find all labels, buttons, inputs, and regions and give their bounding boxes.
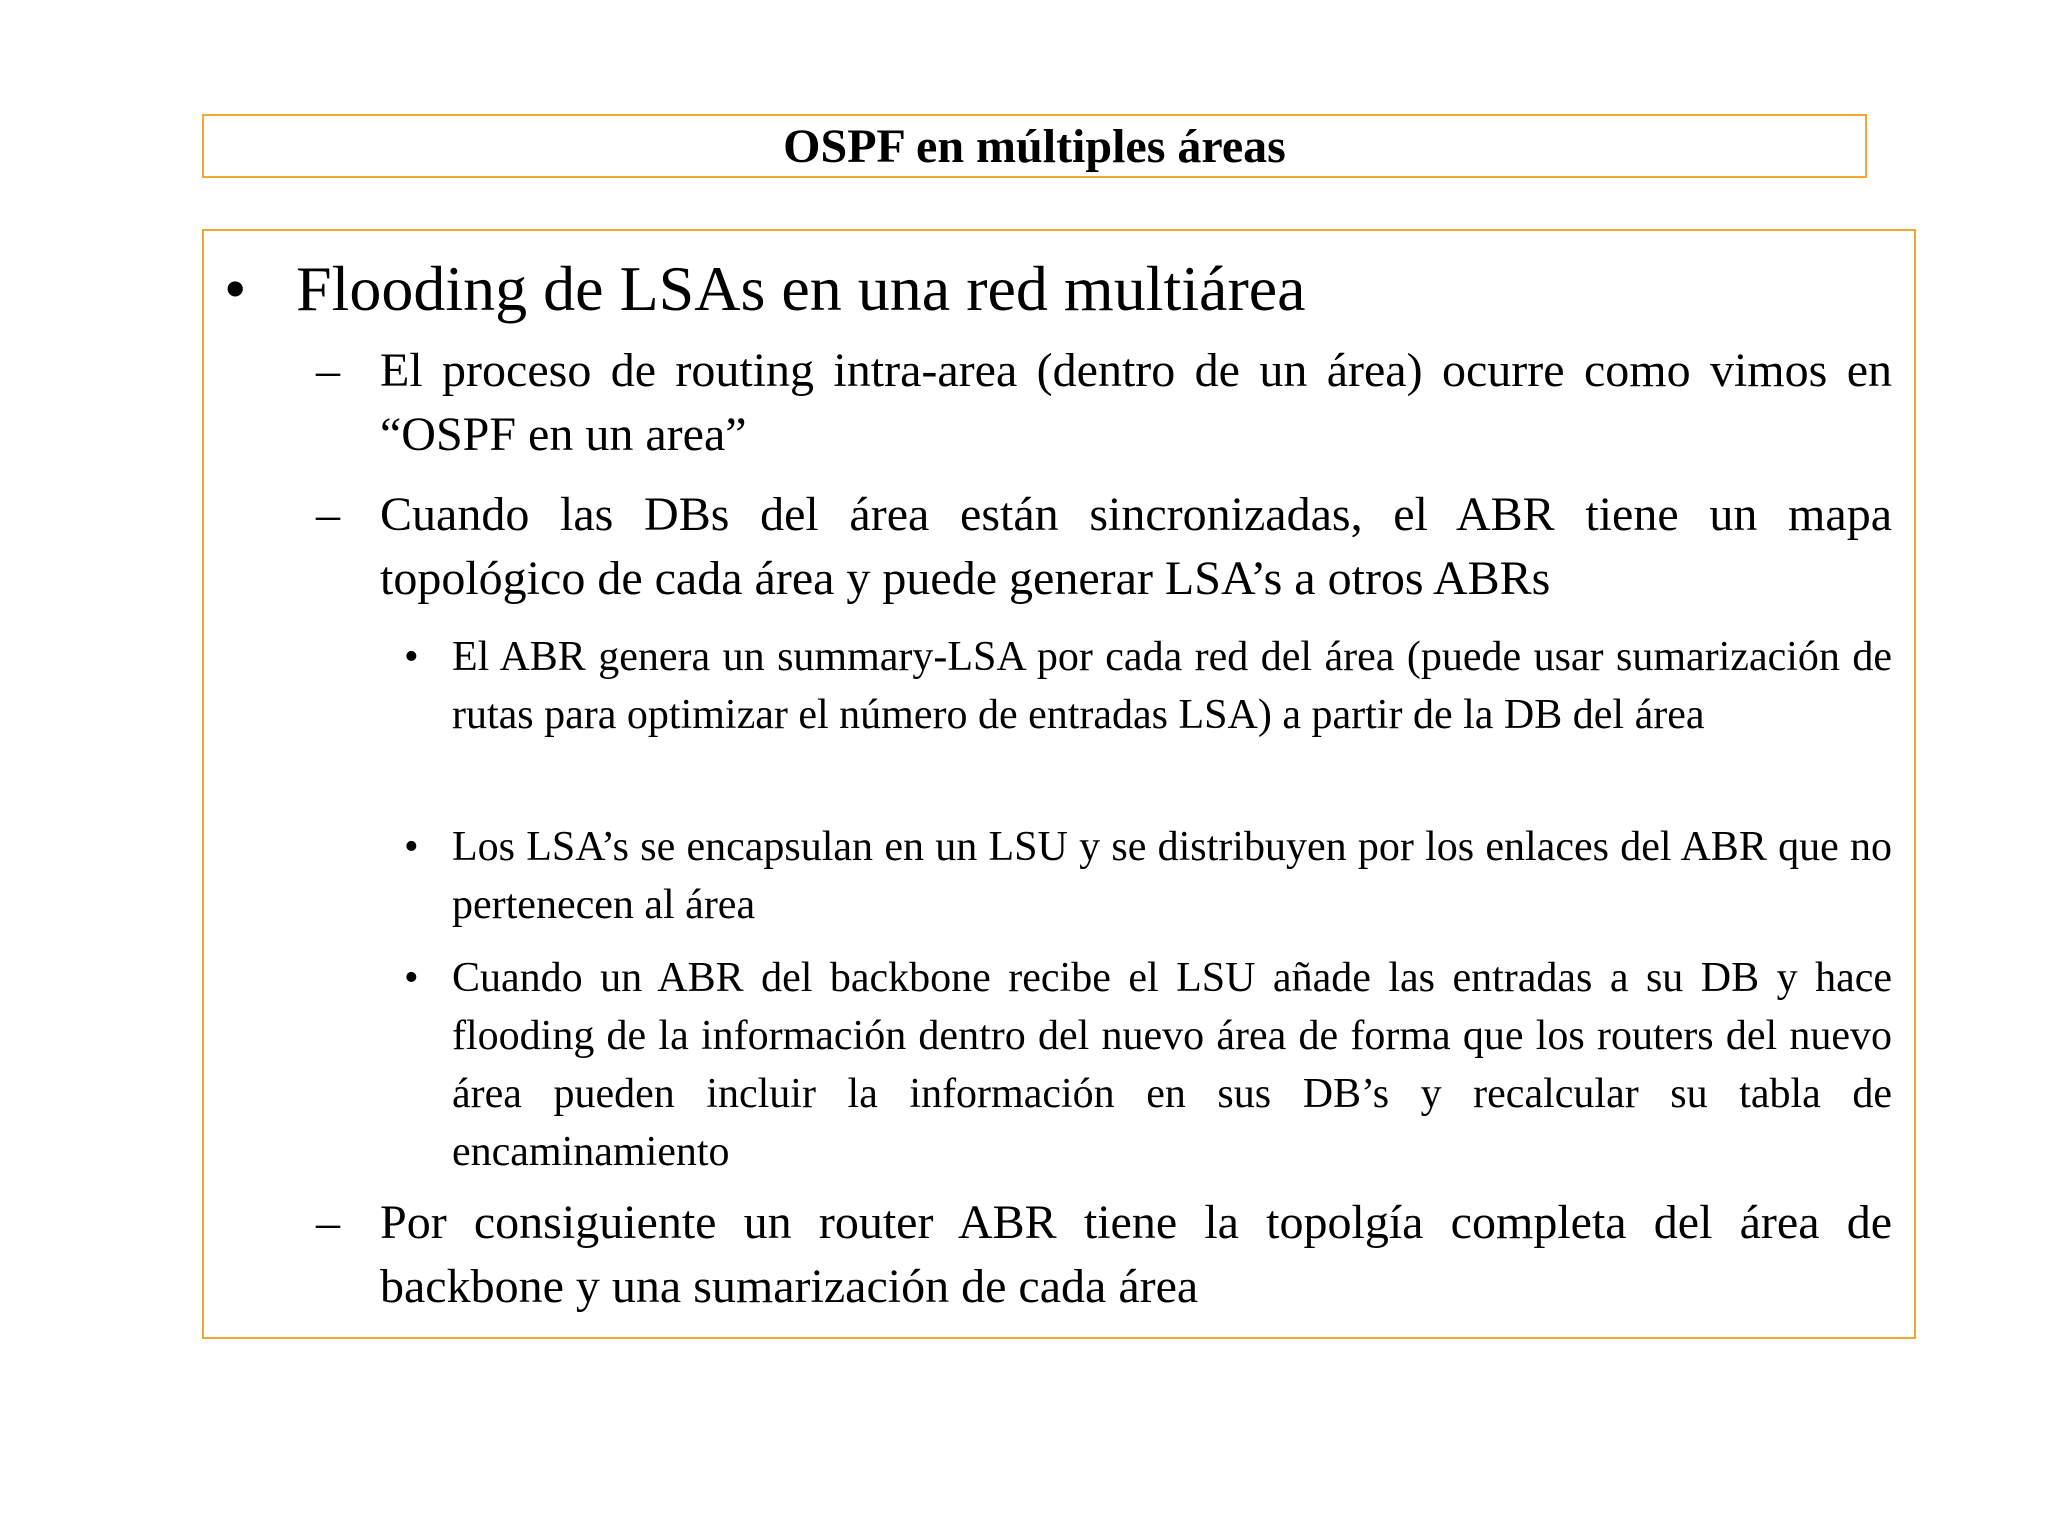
dash-marker: –	[316, 344, 340, 397]
dot-marker: •	[404, 634, 419, 680]
sub-item-text: Por consiguiente un router ABR tiene la topolgía completa del área de backbone y una sumarización de cada área	[380, 1196, 1892, 1313]
sub-sub-item-summary-lsa	[404, 628, 1892, 744]
main-bullet-text: Flooding de LSAs en una red multiárea	[296, 253, 1306, 324]
dash-marker: –	[316, 1196, 340, 1249]
dot-marker: •	[404, 824, 419, 870]
sub-sub-item-lsu-encapsulation	[404, 818, 1892, 934]
slide-title-box	[202, 114, 1867, 178]
sub-item-conclusion	[316, 1191, 1892, 1319]
dash-marker: –	[316, 488, 340, 541]
sub-item-intra-area	[316, 339, 1892, 467]
sub-sub-item-text: Los LSA’s se encapsulan en un LSU y se distribuyen por los enlaces del ABR que no pertenecen al área	[452, 824, 1892, 928]
sub-sub-item-backbone-abr	[404, 949, 1892, 1181]
bullet-marker: •	[224, 253, 247, 324]
sub-sub-item-text: El ABR genera un summary-LSA por cada red del área (puede usar sumarización de rutas para optimizar el número de entradas LSA) a partir de la DB del área	[452, 634, 1892, 738]
slide-content-box	[202, 229, 1916, 1339]
sub-sub-item-text: Cuando un ABR del backbone recibe el LSU añade las entradas a su DB y hace flooding de la información dentro del nuevo área de forma que los routers del nuevo área pueden incluir la información en sus DB’s y recalcular su tabla de encaminamiento	[452, 955, 1892, 1175]
sub-item-db-sync	[316, 483, 1892, 611]
sub-item-text: El proceso de routing intra-area (dentro de un área) ocurre como vimos en “OSPF en un area”	[380, 344, 1892, 461]
slide-title: OSPF en múltiples áreas	[783, 120, 1286, 173]
dot-marker: •	[404, 955, 419, 1001]
main-bullet	[224, 251, 1884, 328]
sub-item-text: Cuando las DBs del área están sincronizadas, el ABR tiene un mapa topológico de cada área y puede generar LSA’s a otros ABRs	[380, 488, 1892, 605]
